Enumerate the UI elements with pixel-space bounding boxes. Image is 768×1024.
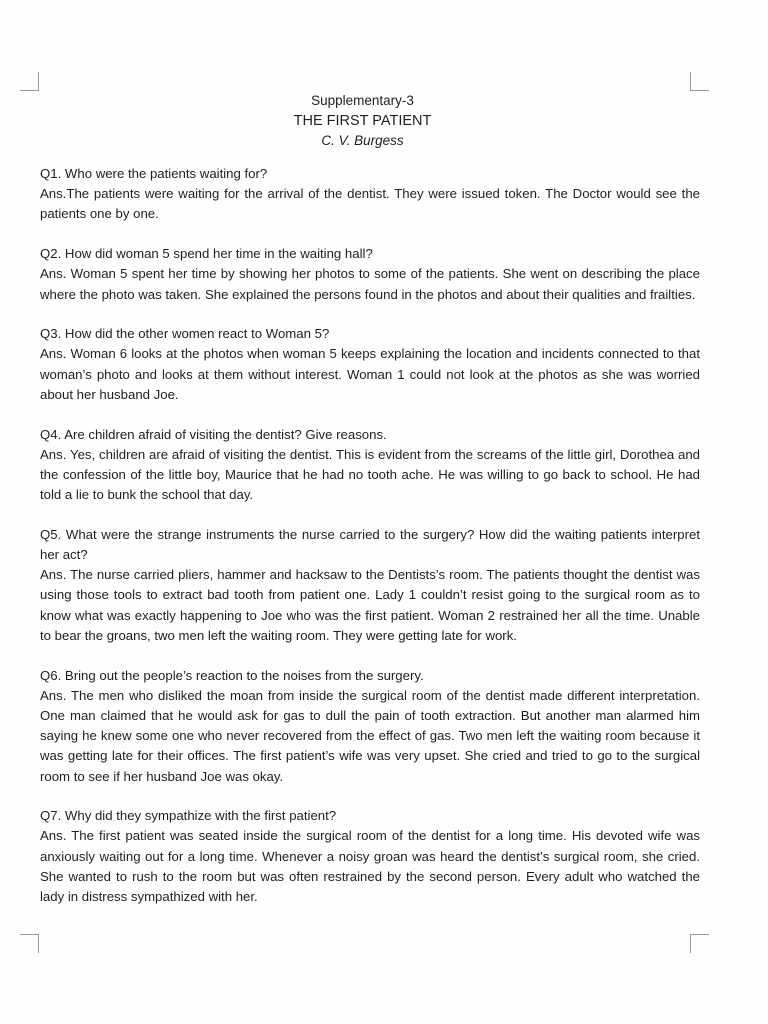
answer-6: Ans. The men who disliked the moan from inside the surgical room of the dentist made different interpretation. One man claimed that he would ask for gas to dull the pain of tooth extraction. But another man alarmed him saying he knew some one who never recovered from the effect of gas. Two men left the waiting room because it was getting late for their offices. The first patient’s wife was very upset. She cried and tried to go to the surgical room to see if her husband Joe was okay. [40, 687, 700, 784]
question-4: Q4. Are children afraid of visiting the dentist? Give reasons. [40, 426, 387, 442]
document-author: C. V. Burgess [321, 133, 404, 148]
qa-item-1 [40, 164, 700, 225]
answer-5: Ans. The nurse carried pliers, hammer and hacksaw to the Dentists’s room. The patients thought the dentist was using those tools to extract bad tooth from patient one. Lady 1 couldn’t resist going to the surgical room as to know what was exactly happening to Joe who was the first patient. Woman 2 restrained her all the time. Unable to bear the groans, two men left the waiting room. They were getting late for work. [40, 567, 700, 643]
crop-mark-top-right [690, 72, 709, 91]
answer-7: Ans. The first patient was seated inside the surgical room of the dentist for a long time. His devoted wife was anxiously waiting out for a long time. Whenever a noisy groan was heard the dentist’s surgical room, she cried. She wanted to rush to the room but was often restrained by the second person. Every adult who watched the lady in distress sympathized with her. [40, 828, 700, 905]
qa-item-3 [40, 324, 700, 405]
qa-item-2 [40, 244, 700, 305]
qa-item-4 [40, 425, 700, 506]
document-header [0, 91, 725, 151]
document-title: THE FIRST PATIENT [293, 113, 432, 129]
question-2: Q2. How did woman 5 spend her time in the waiting hall? [40, 246, 373, 262]
qa-item-6 [40, 666, 700, 787]
question-5: Q5. What were the strange instruments the nurse carried to the surgery? How did the waiting patients interpret her act? [40, 526, 700, 563]
crop-mark-bottom-left [20, 934, 39, 953]
answer-1: Ans.The patients were waiting for the arrival of the dentist. They were issued token. The Doctor would see the patients one by one. [40, 186, 700, 222]
qa-list [40, 164, 700, 927]
answer-2: Ans. Woman 5 spent her time by showing her photos to some of the patients. She went on describing the place where the photo was taken. She explained the persons found in the photos and about their qualities and frailties. [40, 266, 700, 302]
question-7: Q7. Why did they sympathize with the first patient? [40, 808, 337, 824]
qa-item-5 [40, 525, 700, 646]
supplementary-label: Supplementary-3 [311, 93, 414, 108]
question-1: Q1. Who were the patients waiting for? [40, 166, 268, 181]
crop-mark-top-left [20, 72, 39, 91]
crop-mark-bottom-right [690, 934, 709, 953]
answer-3: Ans. Woman 6 looks at the photos when woman 5 keeps explaining the location and incidents connected to that woman’s photo and looks at them without interest. Woman 1 could not look at the photos as she was worried about her husband Joe. [40, 346, 700, 402]
qa-item-7 [40, 806, 700, 907]
question-6: Q6. Bring out the people’s reaction to the noises from the surgery. [40, 667, 424, 683]
answer-4: Ans. Yes, children are afraid of visiting the dentist. This is evident from the screams of the little girl, Dorothea and the confession of the little boy, Maurice that he had no tooth ache. He was willing to go back to school. He had told a lie to bunk the school that day. [40, 446, 700, 503]
question-3: Q3. How did the other women react to Woman 5? [40, 326, 330, 342]
